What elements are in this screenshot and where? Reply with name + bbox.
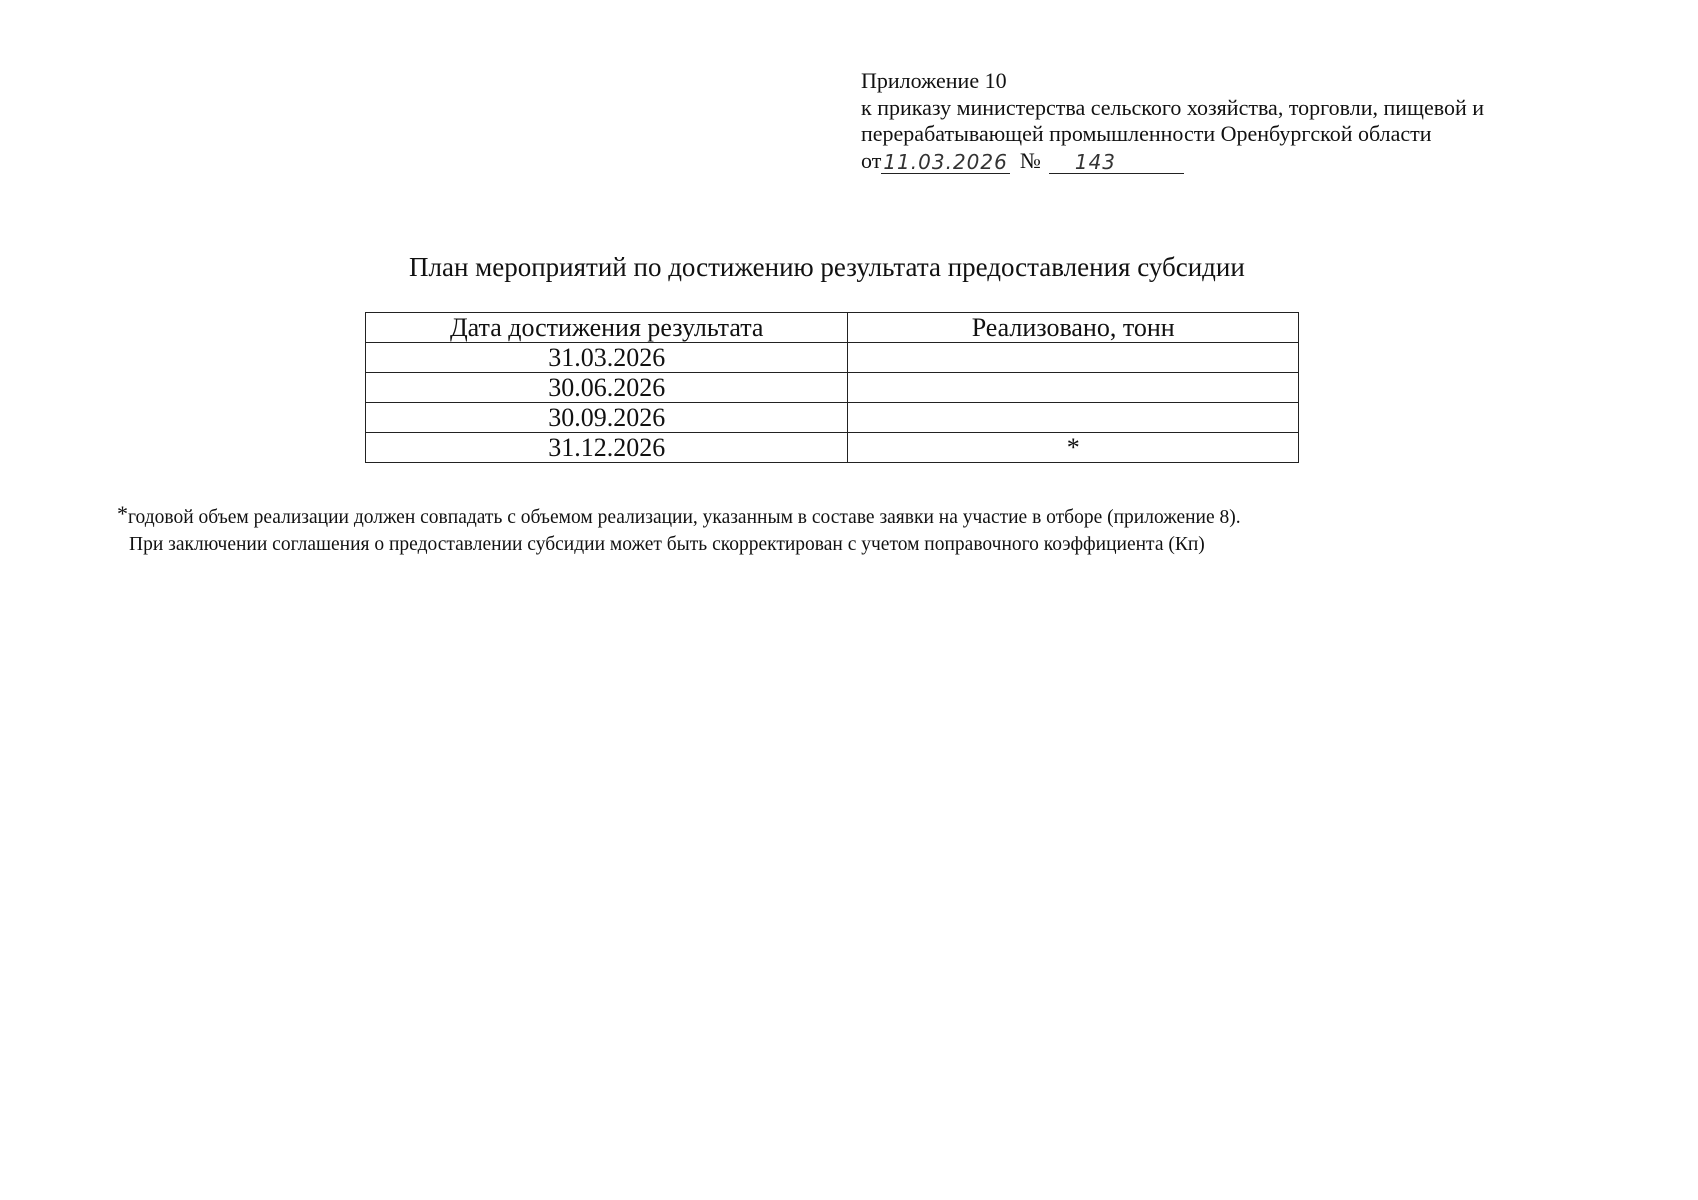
results-plan-table (365, 312, 1299, 463)
order-reference-line: к приказу министерства сельского хозяйства, торговли, пищевой и (861, 94, 1485, 120)
header-amount-cell: Реализовано, тонн (848, 313, 1299, 343)
amount-cell (848, 373, 1299, 403)
date-cell: 31.03.2026 (366, 343, 848, 373)
from-label: от (861, 147, 882, 173)
footnote-text-2: При заключении соглашения о предоставлении субсидии может быть скорректирован с учетом поправочного коэффициента (Кп) (129, 534, 1205, 555)
footnote-marker: * (117, 501, 128, 526)
appendix-label: Приложение 10 (861, 68, 1007, 93)
footnote (117, 500, 1617, 558)
amount-cell (848, 403, 1299, 433)
table-row (366, 373, 1299, 403)
table-header-row (366, 313, 1299, 343)
footnote-text-1: годовой объем реализации должен совпадать с объемом реализации, указанным в составе заявки на участие в отборе (приложение 8). (128, 507, 1241, 528)
table-row (366, 403, 1299, 433)
date-cell: 31.12.2026 (366, 433, 848, 463)
number-sign-label: № (1019, 147, 1041, 173)
table-row (366, 433, 1299, 463)
date-cell: 30.09.2026 (366, 403, 848, 433)
order-date-number-line (861, 148, 1581, 175)
ministry-line: перерабатывающей промышленности Оренбургской области (861, 121, 1432, 146)
amount-cell: * (848, 433, 1299, 463)
appendix-header (861, 68, 1581, 174)
date-cell: 30.06.2026 (366, 373, 848, 403)
footnote-line-1 (117, 500, 1617, 531)
handwritten-order-date: 11.03.2026 (883, 150, 1008, 174)
table-row (366, 343, 1299, 373)
document-title: План мероприятий по достижению результата предоставления субсидии (409, 252, 1245, 282)
header-date-cell: Дата достижения результата (366, 313, 848, 343)
handwritten-order-number: 143 (1049, 151, 1184, 174)
amount-cell (848, 343, 1299, 373)
